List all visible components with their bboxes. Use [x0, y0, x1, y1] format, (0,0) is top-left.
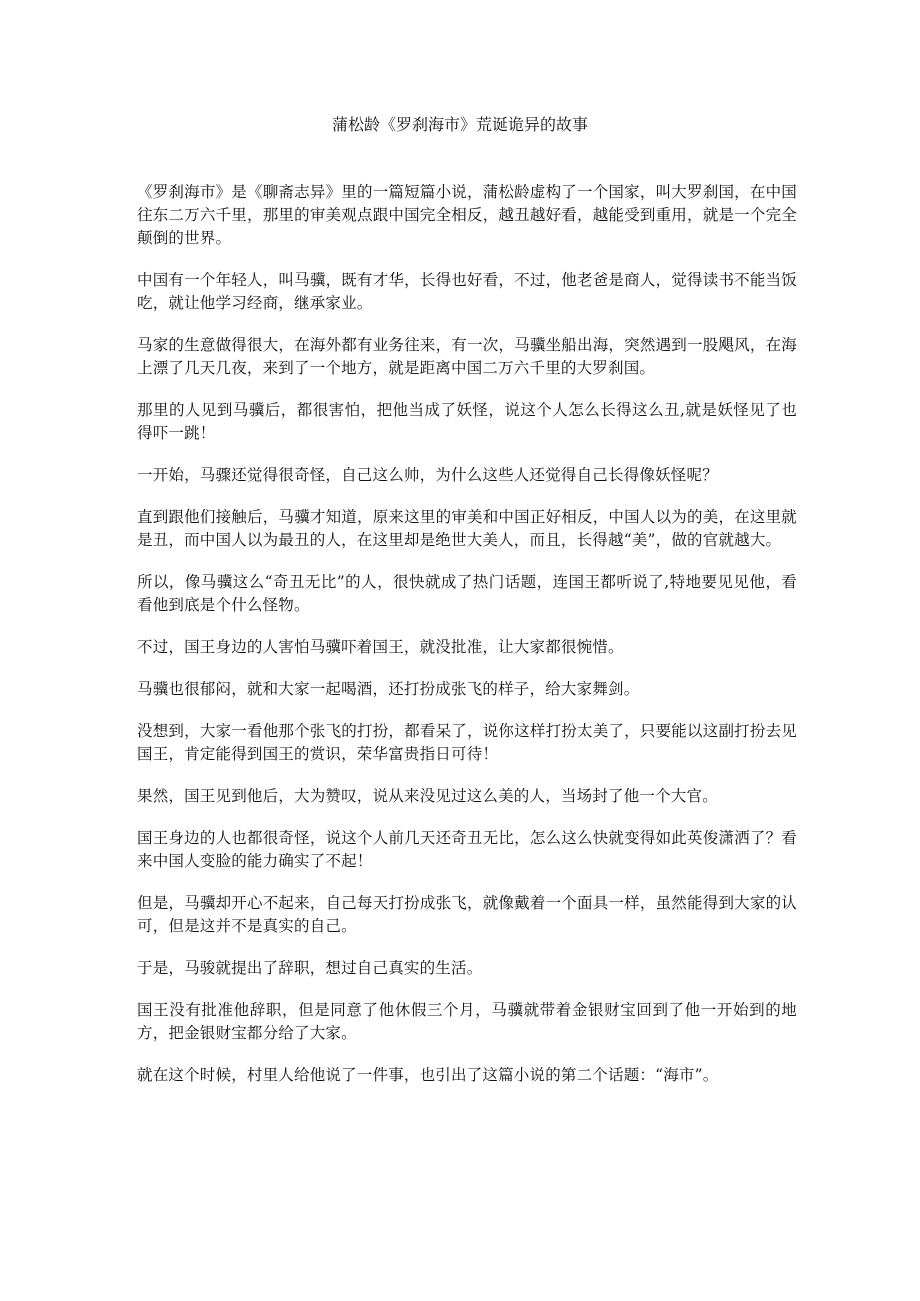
paragraph: 一开始，马骤还觉得很奇怪，自己这么帅，为什么这些人还觉得自己长得像妖怪呢？ [137, 466, 718, 484]
paragraph: 马骥也很郁闷，就和大家一起喝酒，还打扮成张飞的样子，给大家舞剑。 [137, 680, 640, 698]
paragraph: 于是，马骏就提出了辞职，想过自己真实的生活。 [137, 959, 483, 977]
paragraph: 《罗刹海市》是《聊斋志异》里的一篇短篇小说，蒲松龄虚构了一个国家，叫大罗刹国，在中国往东二万六千里，那里的审美观点跟中国完全相反，越丑越好看，越能受到重用，就是一个完全颠倒的世界。 [137, 183, 797, 247]
document-title: 蒲松龄《罗刹海市》荒诞诡异的故事 [331, 115, 588, 134]
paragraph: 没想到，大家一看他那个张飞的打扮，都看呆了，说你这样打扮太美了，只要能以这副打扮去见国王，肯定能得到国王的赏识，荣华富贵指日可待！ [137, 722, 797, 763]
paragraph: 国王身边的人也都很奇怪，说这个人前几天还奇丑无比，怎么这么快就变得如此英俊潇洒了？看来中国人变脸的能力确实了不起！ [137, 829, 797, 870]
paragraph: 马家的生意做得很大，在海外都有业务往来，有一次，马骥坐船出海，突然遇到一股飓风，在海上漂了几天几夜，来到了一个地方，就是距离中国二万六千里的大罗刹国。 [137, 336, 797, 377]
paragraph: 国王没有批准他辞职，但是同意了他休假三个月，马骥就带着金银财宝回到了他一开始到的地方，把金银财宝都分给了大家。 [137, 1001, 797, 1042]
paragraph: 果然，国王见到他后，大为赞叹，说从来没见过这么美的人，当场封了他一个大官。 [137, 787, 718, 805]
paragraph: 中国有一个年轻人，叫马骥，既有才华，长得也好看，不过，他老爸是商人，觉得读书不能当饭吃，就让他学习经商，继承家业。 [137, 271, 797, 312]
paragraph: 就在这个时候，村里人给他说了一件事，也引出了这篇小说的第二个话题：“海市”。 [137, 1066, 719, 1084]
paragraph: 不过，国王身边的人害怕马骥吓着国王，就没批准，让大家都很惋惜。 [137, 638, 624, 656]
paragraph: 但是，马骥却开心不起来，自己每天打扮成张飞，就像戴着一个面具一样，虽然能得到大家的认可，但是这并不是真实的自己。 [137, 894, 797, 935]
paragraph: 那里的人见到马骥后，都很害怕，把他当成了妖怪，说这个人怎么长得这么丑,就是妖怪见了也得吓一跳！ [137, 401, 797, 442]
paragraph: 直到跟他们接触后，马骥才知道，原来这里的审美和中国正好相反，中国人以为的美，在这里就是丑，而中国人以为最丑的人，在这里却是绝世大美人，而且，长得越“美”，做的官就越大。 [137, 508, 797, 549]
paragraph: 所以，像马骥这么“奇丑无比”的人，很快就成了热门话题，连国王都听说了,特地要见见他，看看他到底是个什么怪物。 [137, 573, 797, 614]
document-body [137, 181, 797, 1106]
